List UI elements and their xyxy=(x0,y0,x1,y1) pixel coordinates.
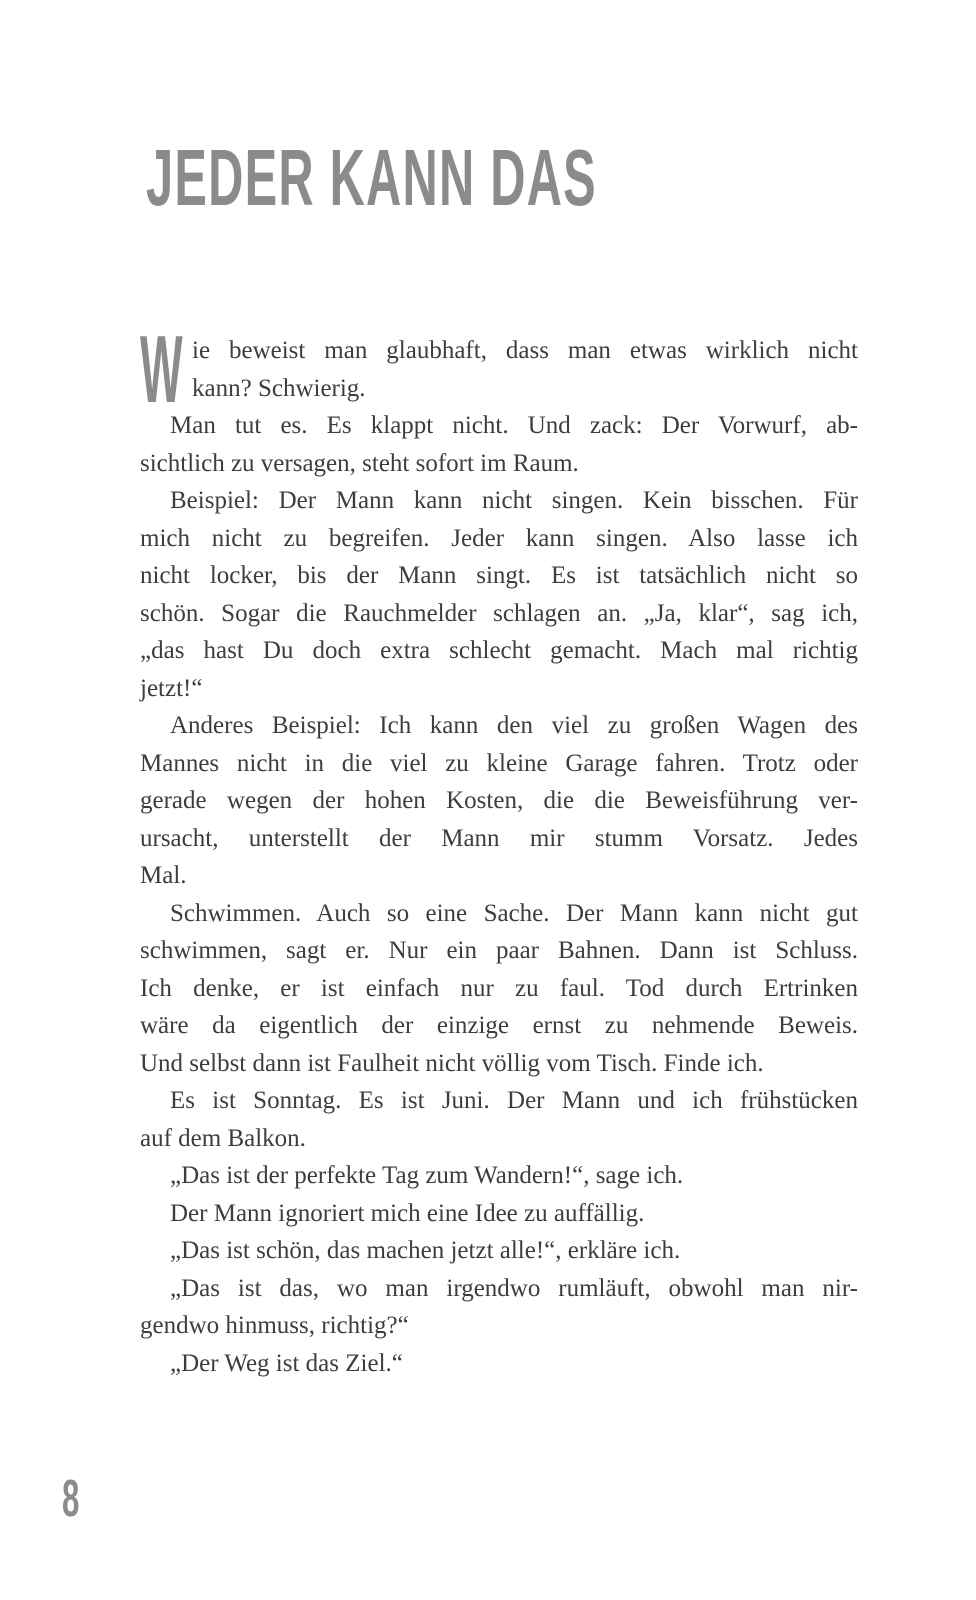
text-line: gerade wegen der hohen Kosten, die die Beweisführung ver- xyxy=(140,787,858,814)
text-line: Anderes Beispiel: Ich kann den viel zu großen Wagen des xyxy=(170,712,858,739)
text-line: auf dem Balkon. xyxy=(140,1124,306,1152)
text-line: Es ist Sonntag. Es ist Juni. Der Mann und ich frühstücken xyxy=(170,1087,858,1114)
text-line: „Das ist der perfekte Tag zum Wandern!“, sage ich. xyxy=(170,1162,684,1189)
text-line: „das hast Du doch extra schlecht gemacht. Mach mal richtig xyxy=(140,637,858,664)
text-line: „Das ist schön, das machen jetzt alle!“, erkläre ich. xyxy=(170,1237,681,1264)
text-line: Man tut es. Es klappt nicht. Und zack: Der Vorwurf, ab- xyxy=(170,412,858,439)
chapter-title: JEDER KANN DAS xyxy=(146,133,597,222)
text-line: sichtlich zu versagen, steht sofort im Raum. xyxy=(140,449,579,477)
text-line: Mannes nicht in die viel zu kleine Garage fahren. Trotz oder xyxy=(140,749,858,777)
text-line: „Das ist das, wo man irgendwo rumläuft, obwohl man nir- xyxy=(170,1274,858,1302)
paragraph xyxy=(140,482,858,707)
text-line: jetzt!“ xyxy=(140,674,203,702)
paragraph xyxy=(140,1345,858,1383)
text-line: schön. Sogar die Rauchmelder schlagen an. „Ja, klar“, sag ich, xyxy=(140,599,858,627)
text-line: Ich denke, er ist einfach nur zu faul. Tod durch Ertrinken xyxy=(140,974,858,1002)
paragraph xyxy=(140,895,858,1083)
paragraph xyxy=(140,1195,858,1233)
text-line: wäre da eigentlich der einzige ernst zu nehmende Beweis. xyxy=(140,1012,858,1039)
drop-cap xyxy=(140,316,192,423)
paragraph xyxy=(140,1157,858,1195)
text-line: Mal. xyxy=(140,862,187,889)
text-line: mich nicht zu begreifen. Jeder kann singen. Also lasse ich xyxy=(140,524,858,552)
drop-cap-letter: W xyxy=(140,316,183,423)
page-number: 8 xyxy=(62,1470,80,1528)
text-line: schwimmen, sagt er. Nur ein paar Bahnen. Dann ist Schluss. xyxy=(140,937,858,964)
paragraph xyxy=(140,1270,858,1345)
text-line: ursacht, unterstellt der Mann mir stumm Vorsatz. Jedes xyxy=(140,824,858,852)
body-text xyxy=(140,316,858,1382)
paragraph xyxy=(140,316,858,423)
text-line: ie beweist man glaubhaft, dass man etwas wirklich nicht xyxy=(192,337,858,364)
paragraph xyxy=(140,707,858,895)
paragraph xyxy=(140,1232,858,1270)
paragraph xyxy=(140,1082,858,1157)
text-line: Beispiel: Der Mann kann nicht singen. Kein bisschen. Für xyxy=(170,487,858,514)
text-line: kann? Schwierig. xyxy=(192,374,366,402)
text-line: Schwimmen. Auch so eine Sache. Der Mann kann nicht gut xyxy=(170,899,858,927)
text-line: nicht locker, bis der Mann singt. Es ist tatsächlich nicht so xyxy=(140,562,858,589)
text-line: „Der Weg ist das Ziel.“ xyxy=(170,1349,403,1377)
text-line: Und selbst dann ist Faulheit nicht völlig vom Tisch. Finde ich. xyxy=(140,1049,764,1077)
paragraph xyxy=(140,407,858,482)
text-line: Der Mann ignoriert mich eine Idee zu auffällig. xyxy=(170,1199,645,1227)
text-line: gendwo hinmuss, richtig?“ xyxy=(140,1312,409,1339)
